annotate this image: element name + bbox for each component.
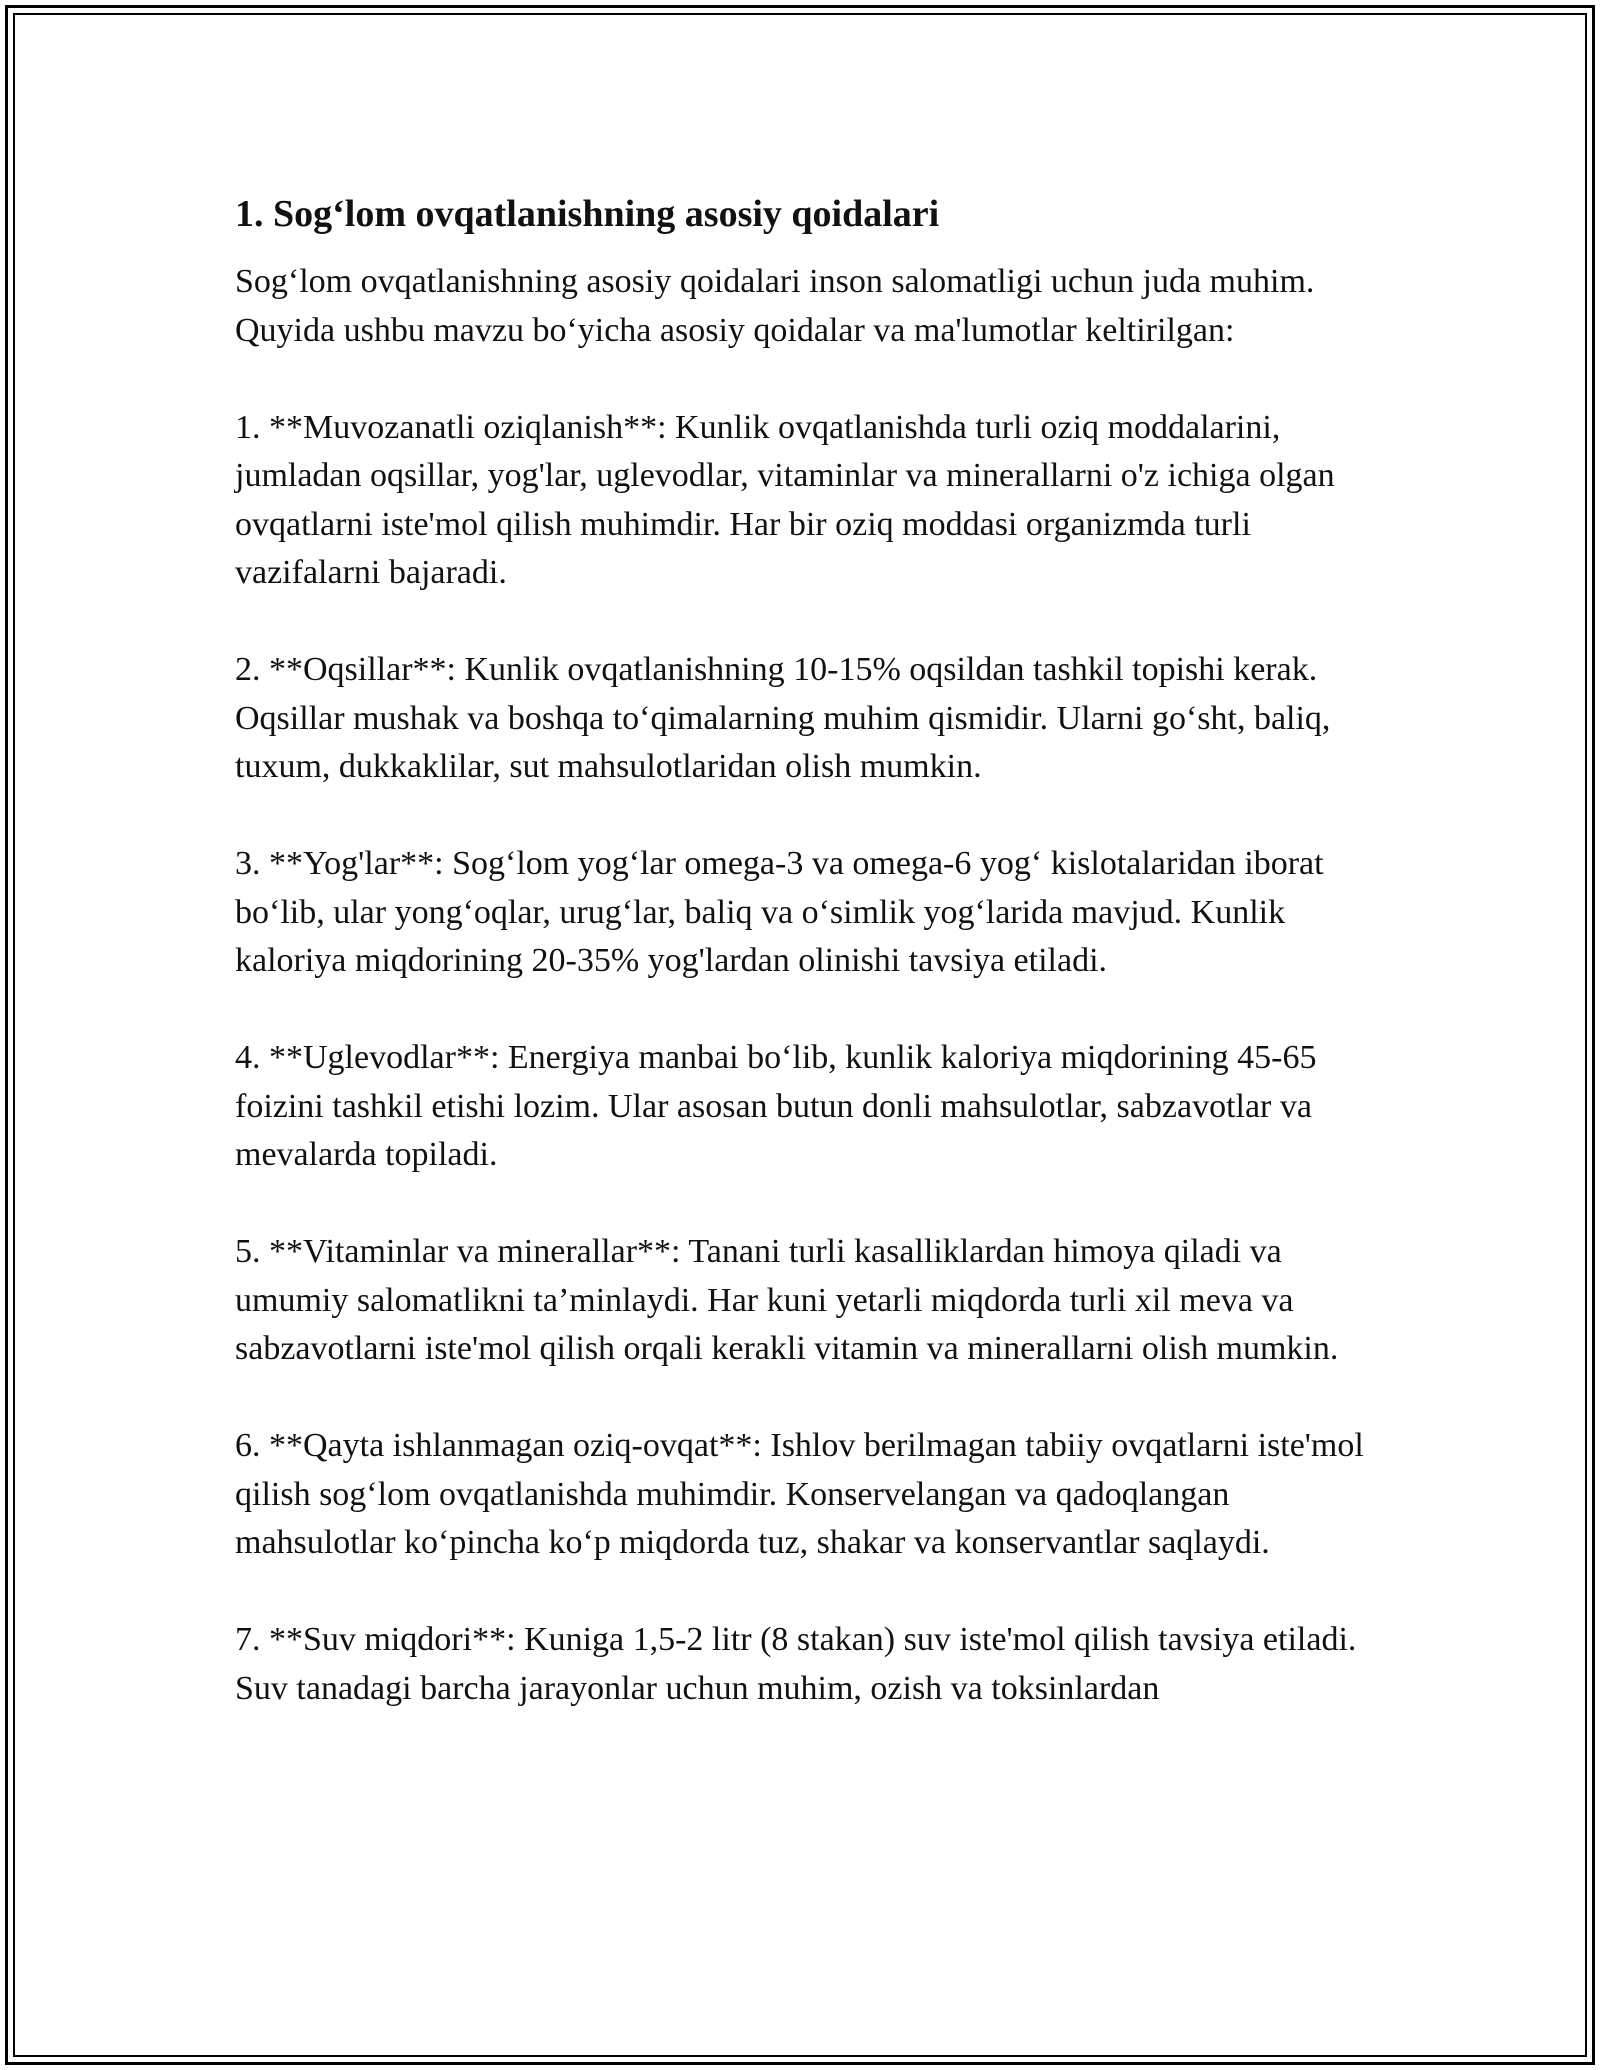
rule-item-6: 6. **Qayta ishlanmagan oziq-ovqat**: Ishlov berilmagan tabiiy ovqatlarni iste'mol qilish sog‘lom ovqatlanishda muhimdir. Konservelangan va qadoqlangan mahsulotlar ko‘pincha ko‘p miqdorda tuz, shakar va konservantlar saqlaydi. <box>235 1427 1364 1561</box>
rule-item-3: 3. **Yog'lar**: Sog‘lom yog‘lar omega-3 va omega-6 yog‘ kislotalaridan iborat bo‘lib, ular yong‘oqlar, urug‘lar, baliq va o‘simlik yog‘larida mavjud. Kunlik kaloriya miqdorining 20-35% yog'lardan olinishi tavsiya etiladi. <box>235 845 1324 979</box>
rule-item-5: 5. **Vitaminlar va minerallar**: Tanani turli kasalliklardan himoya qiladi va umumiy salomatlikni ta’minlaydi. Har kuni yetarli miqdorda turli xil meva va sabzavotlarni iste'mol qilish orqali kerakli vitamin va minerallarni olish mumkin. <box>235 1233 1339 1367</box>
section-heading: 1. Sog‘lom ovqatlanishning asosiy qoidalari <box>235 193 940 235</box>
intro-paragraph: Sog‘lom ovqatlanishning asosiy qoidalari inson salomatligi uchun juda muhim. Quyida ushbu mavzu bo‘yicha asosiy qoidalar va ma'lumotlar keltirilgan: <box>235 263 1315 349</box>
rule-item-4: 4. **Uglevodlar**: Energiya manbai bo‘lib, kunlik kaloriya miqdorining 45-65 foizini tashkil etishi lozim. Ular asosan butun donli mahsulotlar, sabzavotlar va mevalarda topiladi. <box>235 1039 1317 1173</box>
rule-item-7: 7. **Suv miqdori**: Kuniga 1,5-2 litr (8 stakan) suv iste'mol qilish tavsiya etiladi. Suv tanadagi barcha jarayonlar uchun muhim, ozish va toksinlardan <box>235 1621 1357 1707</box>
rule-item-1: 1. **Muvozanatli oziqlanish**: Kunlik ovqatlanishda turli oziq moddalarini, jumladan oqsillar, yog'lar, uglevodlar, vitaminlar va minerallarni o'z ichiga olgan ovqatlarni iste'mol qilish muhimdir. Har bir oziq moddasi organizmda turli vazifalarni bajaradi. <box>235 408 1335 591</box>
rule-item-2: 2. **Oqsillar**: Kunlik ovqatlanishning 10-15% oqsildan tashkil topishi kerak. Oqsillar mushak va boshqa to‘qimalarning muhim qismidir. Ularni go‘sht, baliq, tuxum, dukkaklilar, sut mahsulotlaridan olish mumkin. <box>235 651 1331 785</box>
document-body <box>235 188 1375 1762</box>
